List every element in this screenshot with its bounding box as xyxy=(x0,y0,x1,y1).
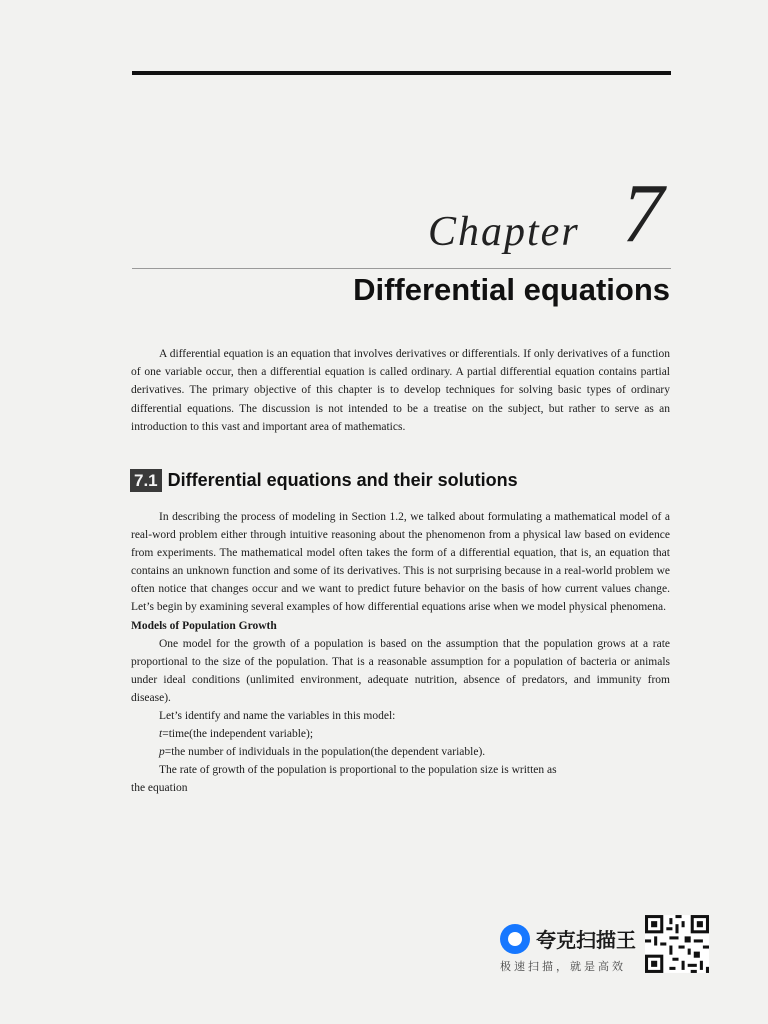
variable-t-text: =time(the independent variable); xyxy=(162,728,314,741)
intro-paragraph: A differential equation is an equation that involves derivatives or differentials. If only derivatives of a function of one variable occur, then a differential equation is called ordinary. A partial differential equation contains partial derivatives. The primary objective of this chapter is to develop techniques for solving basic types of ordinary differential equations. The discussion is not intended to be a treatise on the subject, but rather to serve as an introduction to this vast and important area of mathematics. xyxy=(131,348,670,433)
section-title: Differential equations and their solutions xyxy=(167,469,518,490)
body-paragraph-2: One model for the growth of a population is based on the assumption that the population grows at a rate proportional to the size of the population. That is a reasonable assumption for a population of bacteria or animals under ideal conditions (unlimited environment, adequate nutrition, absence of predators, and immunity from disease). xyxy=(131,637,670,704)
body-paragraph-4: The rate of growth of the population is proportional to the population size is written as xyxy=(159,764,557,777)
variable-p-symbol: p xyxy=(159,746,165,759)
body-paragraph-3: Let’s identify and name the variables in this model: xyxy=(159,710,396,723)
body-paragraph-4-continued: the equation xyxy=(131,782,188,795)
chapter-number: 7 xyxy=(622,167,664,260)
chapter-title: Differential equations xyxy=(353,272,670,307)
top-rule xyxy=(132,71,671,75)
subheading-population-growth: Models of Population Growth xyxy=(131,619,277,632)
section-body xyxy=(131,508,670,798)
section-number: 7.1 xyxy=(130,469,162,492)
watermark-slogan: 极速扫描，就是高效 xyxy=(500,960,626,973)
section-heading xyxy=(130,468,518,492)
intro-block xyxy=(131,345,670,436)
title-rule xyxy=(132,268,671,269)
variable-t-line xyxy=(131,725,670,743)
chapter-label: Chapter xyxy=(428,209,580,255)
scanner-logo-icon xyxy=(500,924,530,954)
body-paragraph-1: In describing the process of modeling in Section 1.2, we talked about formulating a mathematical model of a real-word problem either through intuitive reasoning about the phenomenon from a physical law based on evidence from experiments. The mathematical model often takes the form of a differential equation, that is, an equation that contains an unknown function and some of its derivatives. This is not surprising because in a real-world problem we often notice that changes occur and we want to predict future behavior on the basis of how current values change. Let’s begin by examining several examples of how differential equations arise when we model physical phenomena. xyxy=(131,511,670,614)
qr-code-icon xyxy=(645,915,709,973)
watermark-app-name: 夸克扫描王 xyxy=(536,928,636,952)
variable-p-text: =the number of individuals in the population(the dependent variable). xyxy=(164,746,486,759)
variable-t-symbol: t xyxy=(159,728,163,741)
variable-p-line xyxy=(131,743,670,761)
